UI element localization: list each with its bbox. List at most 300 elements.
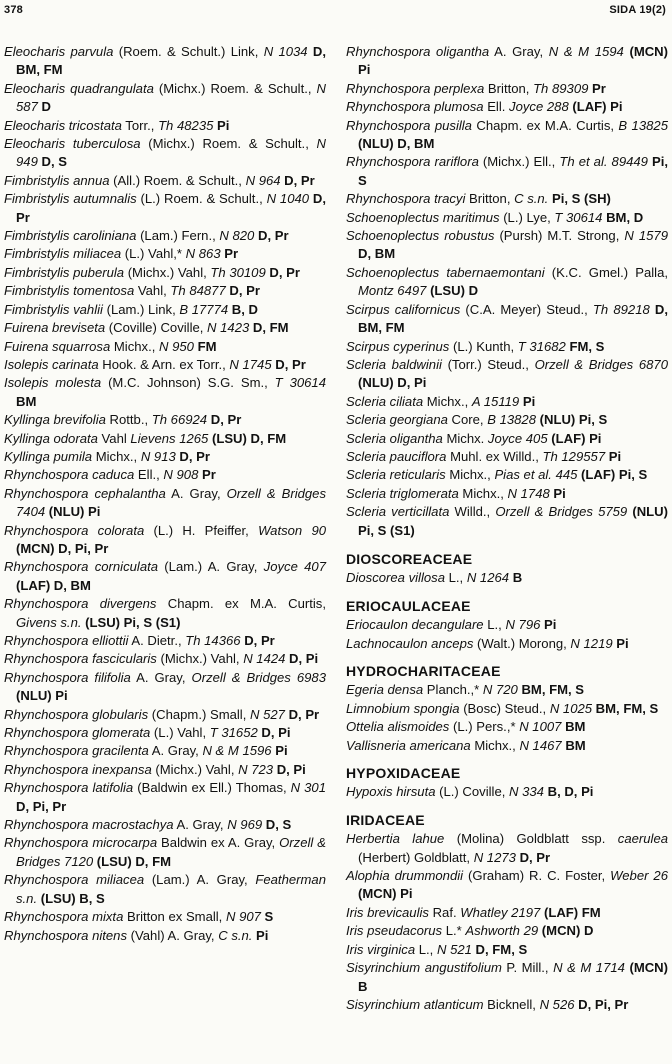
collector-number: N 587 [16, 80, 326, 115]
collector-number: N 723 [238, 761, 274, 777]
species-name: Rhynchospora inexpansa [4, 761, 152, 777]
species-entry [346, 393, 668, 411]
locality-codes: BM, D [602, 209, 644, 225]
authority: (Michx.) Ell., [478, 154, 560, 170]
species-entry [346, 448, 668, 466]
collector-number: N & M 1714 [553, 960, 625, 976]
species-entry [4, 227, 326, 245]
authority: (Torr.) Steud., [441, 356, 535, 372]
species-entry [4, 411, 326, 429]
authority: Britton ex Small, [123, 909, 226, 925]
locality-codes: Pi [519, 393, 536, 409]
species-entry [346, 867, 668, 904]
species-entry [4, 374, 326, 411]
species-entry [346, 190, 668, 208]
authority: Michx. [442, 430, 488, 446]
species-entry [346, 485, 668, 503]
authority: (Coville) Coville, [105, 320, 208, 336]
authority: (Graham) R. C. Foster, [463, 868, 611, 884]
species-name: Fimbristylis autumnalis [4, 191, 137, 207]
species-name: Herbertia lahue [346, 831, 445, 847]
species-name: Iris virginica [346, 941, 416, 957]
locality-codes: Pi [549, 485, 566, 501]
right-column [346, 43, 668, 1014]
authority: (C.A. Meyer) Steud., [460, 301, 593, 317]
authority: Chapm. ex M.A. Curtis, [471, 117, 619, 133]
authority: Vahl, [134, 283, 171, 299]
species-entry [4, 632, 326, 650]
species-name: Scleria pauciflora [346, 448, 447, 464]
species-name: Scleria verticillata [346, 504, 450, 520]
collector-number: N 796 [505, 617, 541, 633]
species-name: Scirpus cyperinus [346, 338, 450, 354]
collector-number: Orzell & Bridges 7404 [16, 485, 327, 520]
species-entry [4, 80, 326, 117]
locality-codes: D, S [262, 817, 292, 833]
collector-number: N 521 [436, 941, 472, 957]
species-entry [346, 503, 668, 540]
species-name: Rhynchospora latifolia [4, 780, 134, 796]
species-entry [4, 190, 326, 227]
species-name: Rhynchospora tracyi [346, 191, 466, 207]
authority: Muhl. ex Willd., [446, 448, 543, 464]
collector-number: Th 30109 [210, 264, 266, 280]
locality-codes: B [509, 570, 523, 586]
collector-number: Givens s.n. [16, 614, 82, 630]
authority: (Lam.) Link, [102, 301, 180, 317]
locality-codes: S [260, 909, 274, 925]
locality-codes: (LAF) FM [540, 904, 601, 920]
collector-number: Orzell & Bridges 6870 [534, 356, 668, 372]
authority: L., [415, 941, 437, 957]
authority: Michx., [92, 448, 141, 464]
species-entry [346, 700, 668, 718]
species-entry [4, 356, 326, 374]
species-entry [4, 485, 326, 522]
collector-number: Joyce 288 [509, 99, 569, 115]
locality-codes: Pi [213, 117, 230, 133]
collector-number: B 13825 [618, 117, 668, 133]
collector-number: Whatley 2197 [460, 904, 541, 920]
authority: (Walt.) Morong, [473, 635, 571, 651]
species-entry [4, 117, 326, 135]
species-name: Rhynchospora fascicularis [4, 651, 157, 667]
locality-codes: (MCN) D, Pi, Pr [16, 540, 109, 556]
species-entry [4, 816, 326, 834]
authority: (Michx.) Roem. & Schult., [140, 136, 317, 152]
collector-number: N 908 [163, 467, 199, 483]
species-name: Fimbristylis puberula [4, 264, 125, 280]
species-entry [346, 830, 668, 867]
species-name: Rhynchospora globularis [4, 706, 149, 722]
collector-number: C s.n. [218, 927, 253, 943]
species-name: Scleria reticularis [346, 467, 446, 483]
collector-number: Pias et al. 445 [494, 467, 578, 483]
collector-number: B 13828 [487, 412, 536, 428]
collector-number: Lievens 1265 [130, 430, 209, 446]
species-entry [4, 301, 326, 319]
authority: (Michx.) Roem. & Schult., [153, 80, 317, 96]
collector-number: N & M 1594 [548, 44, 624, 59]
species-entry [4, 650, 326, 668]
species-entry [346, 264, 668, 301]
collector-number: T 30614 [554, 209, 603, 225]
collector-number: Orzell & Bridges 7120 [16, 835, 326, 869]
species-name: Scirpus californicus [346, 301, 461, 317]
species-name: Kyllinga brevifolia [4, 412, 106, 428]
authority: L.* [442, 923, 466, 939]
species-name: Iris pseudacorus [346, 923, 443, 939]
authority: A. Dietr., [128, 633, 186, 648]
species-entry [4, 669, 326, 706]
collector-number: N 969 [227, 817, 263, 833]
species-entry [346, 569, 668, 587]
species-entry [4, 264, 326, 282]
authority: (Michx.) Vahl, [124, 264, 211, 280]
species-name: Vallisneria americana [346, 737, 471, 753]
authority: (Herbert) Goldblatt, [358, 849, 474, 865]
species-entry [4, 927, 326, 945]
species-name: Hypoxis hirsuta [346, 784, 436, 800]
locality-codes: D, Pr [515, 849, 551, 865]
species-name: Rhynchospora glomerata [4, 725, 151, 741]
authority: A. Gray, [130, 669, 192, 685]
species-entry [4, 871, 326, 908]
collector-number: N 1264 [466, 570, 510, 586]
family-heading: HYDROCHARITACEAE [346, 663, 501, 679]
species-entry [346, 153, 668, 190]
authority: (K.C. Gmel.) Palla, [544, 264, 668, 280]
authority: Baldwin ex A. Gray, [157, 835, 280, 851]
species-name: Fimbristylis annua [4, 172, 110, 188]
authority: (L.) H. Pfeiffer, [144, 522, 259, 538]
locality-codes: (LAF) Pi, S [577, 467, 648, 483]
locality-codes: D, Pi [285, 651, 319, 667]
collector-number: N 949 [16, 136, 326, 170]
authority: Michx., [470, 737, 520, 753]
collector-number: N 1273 [473, 849, 516, 865]
species-name: Eriocaulon decangulare [346, 617, 484, 633]
species-name: Kyllinga odorata [4, 430, 98, 446]
collector-number: N 1748 [507, 485, 550, 501]
authority: Raf. [428, 904, 461, 920]
species-name: Rhynchospora gracilenta [4, 743, 149, 759]
locality-codes: D, S [37, 154, 67, 170]
species-name: Eleocharis parvula [4, 44, 114, 59]
authority: A. Gray, [148, 743, 203, 759]
locality-codes: BM [561, 719, 586, 735]
species-name: Rhynchospora filifolia [4, 669, 131, 685]
species-name: Rhynchospora microcarpa [4, 835, 158, 851]
collector-number: N 720 [482, 682, 518, 698]
locality-codes: D, FM [249, 320, 289, 336]
authority: (L.) Kunth, [449, 338, 518, 354]
species-name: Fuirena squarrosa [4, 338, 111, 354]
authority: (L.) Pers.,* [449, 719, 520, 735]
species-name: Isolepis carinata [4, 356, 99, 372]
locality-codes: (NLU) Pi [45, 504, 101, 520]
locality-codes: (LAF) Pi [547, 430, 602, 446]
authority: (Pursh) M.T. Strong, [494, 228, 625, 244]
collector-number: N 526 [539, 996, 575, 1012]
locality-codes: (LSU) D, FM [93, 853, 171, 869]
collector-number: N 1424 [243, 651, 286, 667]
authority: Chapm. ex M.A. Curtis, [156, 596, 326, 612]
collector-number: N 1040 [266, 191, 310, 207]
authority: (Lam.) A. Gray, [158, 559, 264, 575]
collector-number: Th 14366 [185, 633, 241, 648]
species-name: Rhynchospora pusilla [346, 117, 472, 133]
locality-codes: D, Pr [225, 283, 260, 299]
species-entry [346, 737, 668, 755]
authority: P. Mill., [501, 960, 554, 976]
locality-codes: Pi, S (SH) [548, 191, 611, 207]
locality-codes: (NLU) Pi, S [536, 412, 608, 428]
species-entry [346, 959, 668, 996]
species-entry [346, 209, 668, 227]
authority: Michx., [458, 485, 508, 501]
collector-number: N 820 [219, 228, 255, 244]
species-name: Dioscorea villosa [346, 570, 445, 586]
collector-number: N 907 [225, 909, 261, 925]
locality-codes: D, Pi, Pr [16, 798, 67, 814]
species-name: Isolepis molesta [4, 375, 102, 391]
locality-codes: Pi [605, 448, 622, 464]
species-name: Alophia drummondii [346, 868, 464, 884]
page-number: 378 [4, 4, 23, 16]
species-name: Rhynchospora corniculata [4, 559, 159, 575]
authority: L., [444, 570, 467, 586]
collector-number: N 1745 [229, 356, 272, 372]
authority: Hook. & Arn. ex Torr., [98, 356, 230, 372]
locality-codes: Pi, S [358, 154, 669, 188]
collector-number: Th 66924 [151, 412, 208, 428]
authority: Rottb., [105, 412, 152, 428]
locality-codes: BM, FM, S [517, 682, 585, 698]
collector-number: Th et al. 89449 [559, 154, 648, 170]
species-name: Ottelia alismoides [346, 719, 450, 735]
locality-codes: D, BM [358, 246, 396, 262]
species-name: Lachnocaulon anceps [346, 635, 474, 651]
collector-number: N 301 [290, 780, 326, 796]
species-name: Scleria baldwinii [346, 356, 442, 372]
species-name: Rhynchospora oligantha [346, 44, 490, 59]
locality-codes: (MCN) Pi [358, 44, 669, 78]
authority: Willd., [449, 504, 496, 520]
species-name: Fimbristylis caroliniana [4, 228, 137, 244]
collector-number: Joyce 407 [263, 559, 326, 575]
species-name: Limnobium spongia [346, 700, 460, 716]
collector-number: N 1579 [624, 228, 668, 244]
species-entry [4, 135, 326, 172]
species-name: Fimbristylis miliacea [4, 246, 122, 262]
collector-number: N 1423 [207, 320, 250, 336]
locality-codes: (NLU) Pi, S (S1) [358, 504, 668, 538]
species-entry [346, 635, 668, 653]
species-name: Rhynchospora miliacea [4, 872, 145, 888]
species-name: Sisyrinchium angustifolium [346, 960, 502, 976]
collector-number: Th 84877 [170, 283, 226, 299]
species-entry [4, 742, 326, 760]
family-heading: IRIDACEAE [346, 811, 425, 828]
collector-number: N 527 [250, 706, 285, 722]
species-entry [346, 43, 668, 80]
authority: (Michx.) Vahl, [151, 761, 239, 777]
species-name: Rhynchospora plumosa [346, 99, 484, 115]
collector-number: N 1025 [549, 700, 593, 716]
locality-codes: (MCN) Pi [358, 886, 413, 902]
authority: Britton, [484, 80, 534, 96]
species-entry [346, 996, 668, 1014]
species-entry [4, 522, 326, 559]
species-entry [4, 430, 326, 448]
locality-codes: Pi [612, 635, 629, 651]
species-name: Rhynchospora macrostachya [4, 817, 174, 833]
authority: (All.) Roem. & Schult., [109, 172, 246, 188]
collector-number: Joyce 405 [487, 430, 548, 446]
locality-codes: FM, S [565, 338, 605, 354]
authority: A. Gray, [173, 817, 228, 833]
species-entry [4, 43, 326, 80]
collector-number: N 1007 [519, 719, 562, 735]
collector-number: Featherman s.n. [16, 872, 326, 906]
species-name: Rhynchospora caduca [4, 467, 135, 483]
locality-codes: D, Pr [284, 706, 320, 722]
authority: Bicknell, [483, 996, 540, 1012]
locality-codes: (LAF) D, BM [16, 577, 91, 593]
right-species-list [346, 43, 668, 540]
locality-codes: (MCN) B [358, 960, 668, 994]
collector-number: Montz 6497 [358, 283, 427, 299]
species-entry [346, 681, 668, 699]
species-entry [346, 430, 668, 448]
authority: Michx., [110, 338, 160, 354]
authority: Core, [447, 412, 488, 428]
species-name: Scleria ciliata [346, 393, 424, 409]
collector-number: Watson 90 [258, 522, 327, 538]
locality-codes: (LAF) Pi [568, 99, 623, 115]
collector-number: Weber 26 [610, 868, 669, 884]
species-entry [4, 338, 326, 356]
authority: (Bosc) Steud., [459, 700, 550, 716]
locality-codes: BM, FM, S [592, 700, 659, 716]
species-name: Rhynchospora perplexa [346, 80, 485, 96]
species-entry [4, 908, 326, 926]
species-name: Egeria densa [346, 682, 424, 698]
left-column [4, 43, 326, 945]
authority: A. Gray, [165, 485, 227, 501]
species-name: Iris brevicaulis [346, 904, 429, 920]
species-name: Rhynchospora elliottii [4, 633, 129, 648]
species-entry [346, 227, 668, 264]
locality-codes: B, D [228, 301, 258, 317]
locality-codes: D, Pi [257, 725, 291, 741]
collector-number: N 913 [140, 448, 176, 464]
locality-codes: B, D, Pi [543, 784, 594, 800]
authority: (Baldwin ex Ell.) Thomas, [133, 780, 291, 796]
species-name: Sisyrinchium atlanticum [346, 996, 484, 1012]
species-entry [346, 98, 668, 116]
collector-number: Th 129557 [542, 448, 606, 464]
locality-codes: (NLU) D, BM [358, 136, 435, 152]
species-entry [4, 706, 326, 724]
authority: Vahl [97, 430, 131, 446]
species-entry [4, 834, 326, 871]
family-heading: DIOSCOREACEAE [346, 550, 473, 567]
authority: (Roem. & Schult.) Link, [113, 44, 264, 59]
locality-codes: (NLU) Pi [16, 688, 68, 704]
locality-codes: Pr [220, 246, 239, 262]
species-entry [4, 319, 326, 337]
species-entry [4, 172, 326, 190]
authority: (Vahl) A. Gray, [127, 927, 219, 943]
authority: (L.) Vahl, [150, 725, 210, 741]
species-entry [4, 724, 326, 742]
species-name: Eleocharis tricostata [4, 117, 122, 133]
species-name: Rhynchospora colorata [4, 522, 145, 538]
locality-codes: D, Pr [207, 412, 242, 428]
authority: Ell. [483, 99, 510, 115]
collector-number: T 31682 [517, 338, 566, 354]
species-name: Fimbristylis tomentosa [4, 283, 135, 299]
locality-codes: D, FM, S [471, 941, 528, 957]
species-name: Schoenoplectus robustus [346, 228, 495, 244]
locality-codes: Pi [540, 617, 557, 633]
locality-codes: D, Pr [265, 264, 300, 280]
collector-number: N & M 1596 [202, 743, 272, 759]
authority: (Chapm.) Small, [148, 706, 250, 722]
authority: Michx., [423, 393, 472, 409]
running-header: SIDA 19(2) [609, 4, 666, 16]
authority: (L.) Roem. & Schult., [136, 191, 267, 207]
species-entry [4, 761, 326, 779]
species-entry [346, 301, 668, 338]
collector-number: B 17774 [179, 301, 229, 317]
locality-codes: (LSU) Pi, S (S1) [81, 614, 181, 630]
species-entry [346, 941, 668, 959]
locality-codes: D, Pi [273, 761, 306, 777]
authority: Ell., [134, 467, 164, 483]
authority: Planch.,* [423, 682, 483, 698]
locality-codes: Pi [252, 927, 269, 943]
locality-codes: (NLU) D, Pi [358, 375, 427, 391]
species-name: Fimbristylis vahlii [4, 301, 103, 317]
authority: (L.) Lye, [499, 209, 555, 225]
authority: (Lam.) Fern., [136, 228, 220, 244]
species-name: Fuirena breviseta [4, 320, 106, 336]
locality-codes: D, Pr [175, 448, 210, 464]
species-name: Rhynchospora nitens [4, 927, 128, 943]
collector-number: N 1219 [570, 635, 613, 651]
collector-number: N 1467 [519, 737, 562, 753]
authority: Torr., [121, 117, 159, 133]
authority: (M.C. Johnson) S.G. Sm., [101, 375, 275, 391]
locality-codes: BM [16, 393, 37, 409]
collector-number: Th 89309 [533, 80, 589, 96]
locality-codes: BM [561, 737, 586, 753]
species-name: Rhynchospora cephalantha [4, 485, 166, 501]
locality-codes: Pr [198, 467, 216, 483]
species-entry [346, 922, 668, 940]
species-entry [4, 466, 326, 484]
species-entry [346, 80, 668, 98]
locality-codes: Pi [271, 743, 288, 759]
species-entry [346, 783, 668, 801]
locality-codes: FM [193, 338, 217, 354]
family-heading: ERIOCAULACEAE [346, 597, 471, 614]
collector-number: N 334 [509, 784, 544, 800]
collector-number: A 15119 [471, 393, 520, 409]
